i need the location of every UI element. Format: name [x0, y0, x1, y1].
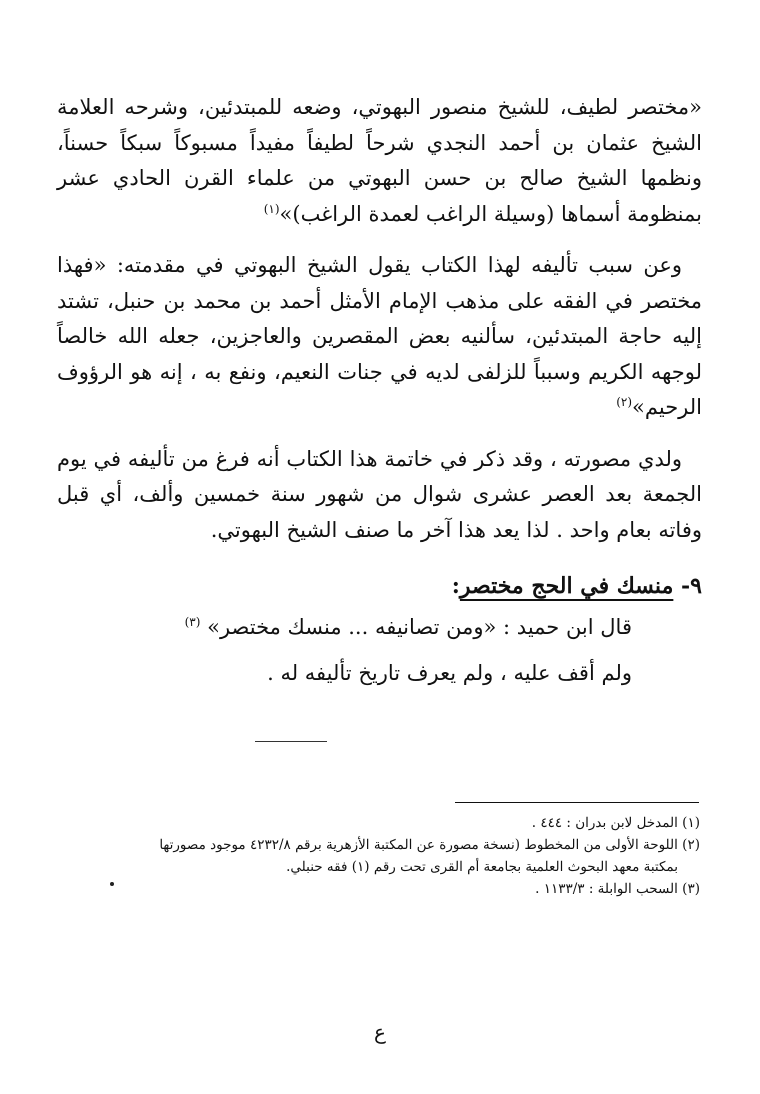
- footnote-2-continued: بمكتبة معهد البحوث العلمية بجامعة أم القرى تحت رقم (١) فقه حنبلي.: [286, 859, 678, 875]
- footnote-ref-3: (٣): [184, 615, 201, 629]
- section-9-line-1: [57, 604, 702, 650]
- footnote-ref-2: (٢): [616, 395, 633, 409]
- paragraph-1: [57, 90, 702, 232]
- footnotes: [55, 812, 700, 900]
- section-9-number: ٩-: [681, 573, 702, 599]
- section-9-line-2: [57, 650, 702, 696]
- paragraph-2: [57, 248, 702, 426]
- paragraph-3-text: ولدي مصورته ، وقد ذكر في خاتمة هذا الكتاب أنه فرغ من تأليفه في يوم الجمعة بعد العصر عشرى شوال من شهور سنة خمسين وألف، أي قبل وفاته بعام واحد . لذا يعد هذا آخر ما صنف الشيخ البهوتي.: [57, 446, 702, 542]
- section-9-line-1-text: قال ابن حميد : «ومن تصانيفه ... منسك مختصر»: [207, 615, 632, 639]
- body-text: [57, 90, 702, 696]
- section-9-title: منسك في الحج مختصر: [459, 573, 674, 599]
- paragraph-2-text: وعن سبب تأليفه لهذا الكتاب يقول الشيخ البهوتي في مقدمته: «فهذا مختصر في الفقه على مذهب الإمام الأمثل أحمد بن محمد بن حنبل، تشتد إليه حاجة المبتدئين، سألنيه بعض المقصرين والعاجزين، جعله الله خالصاً لوجهه الكريم وسبباً للزلفى لديه في جنات النعيم، ونفع به ، إنه هو الرؤوف الرحيم»: [57, 253, 702, 419]
- footnote-separator: [455, 802, 699, 803]
- footnote-3: (٣) السحب الوابلة : ١١٣٣/٣ .: [535, 881, 700, 897]
- paragraph-1-text: «مختصر لطيف، للشيخ منصور البهوتي، وضعه للمبتدئين، وشرحه العلامة الشيخ عثمان بن أحمد النجدي شرحاً لطيفاً مفيداً مسبوكاً سبكاً حسناً، ونظمها الشيخ صالح بن حسن البهوتي من علماء القرن الحادي عشر بمنظومة أسماها (وسيلة الراغب لعمدة الراغب)»: [57, 95, 702, 226]
- footnote-1: (١) المدخل لابن بدران : ٤٤٤ .: [531, 815, 700, 831]
- section-9-line-2-text: ولم أقف عليه ، ولم يعرف تاريخ تأليفه له .: [267, 661, 632, 685]
- ink-dot: [110, 882, 114, 886]
- section-divider: [255, 741, 327, 742]
- footnote-ref-1: (١): [263, 201, 280, 216]
- paragraph-3: [57, 442, 702, 549]
- section-9-colon: :: [451, 573, 460, 599]
- footnote-2: (٢) اللوحة الأولى من المخطوط (نسخة مصورة عن المكتبة الأزهرية برقم ٤٢٣٢/٨ موجود مصورتها: [159, 837, 700, 853]
- section-9-heading: [57, 568, 702, 604]
- page-number: ع: [374, 1020, 386, 1044]
